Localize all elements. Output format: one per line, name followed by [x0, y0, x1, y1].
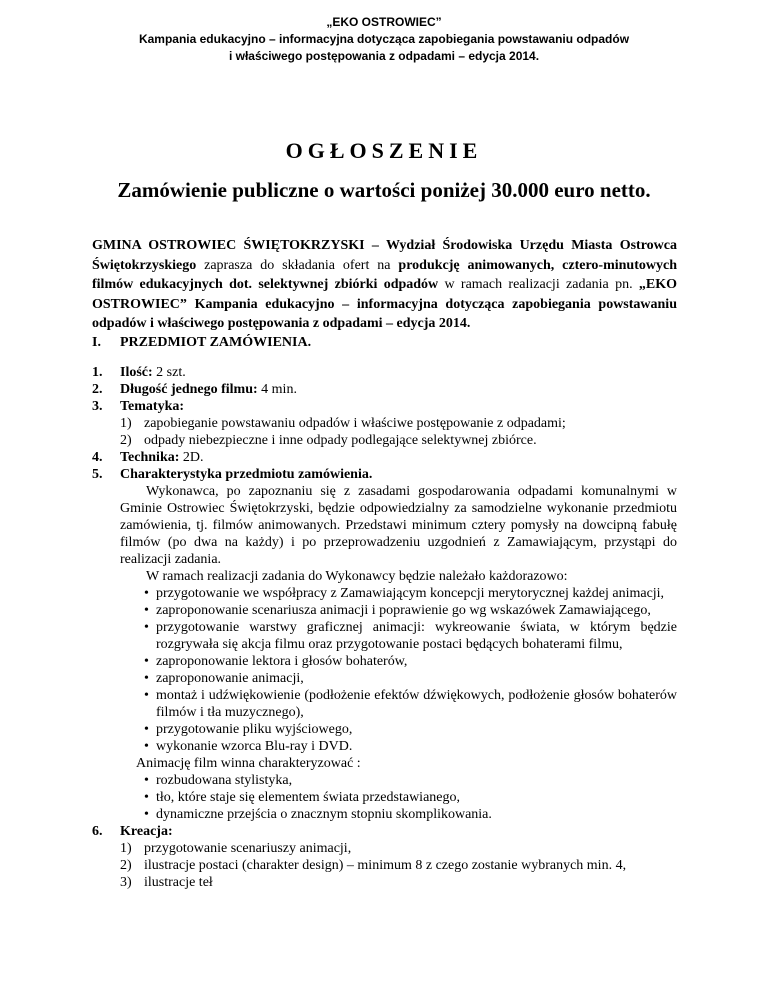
bullet-text: przygotowanie warstwy graficznej animacji: wykreowanie świata, w którym będzie rozgrywała się akcja filmu oraz przygotowanie postaci będących bohaterami filmu, [156, 620, 677, 652]
bullet-text: rozbudowana stylistyka, [156, 773, 293, 788]
animation-bullet-list [92, 772, 677, 823]
bullet-text: dynamiczne przejścia o znacznym stopniu skomplikowania. [156, 807, 492, 822]
sub-item-text: przygotowanie scenariuszy animacji, [144, 841, 352, 856]
bullet-item [92, 585, 677, 602]
bullet-text: montaż i udźwiękowienie (podłożenie efektów dźwiękowych, podłożenie głosów bohaterów filmów i tła muzycznego), [156, 688, 677, 720]
item-value: 2 szt. [152, 365, 186, 380]
item-label: Charakterystyka przedmiotu zamówienia. [120, 467, 373, 482]
intro-paragraph [92, 236, 677, 334]
item-label: Tematyka: [120, 399, 185, 414]
characteristics-paragraph: Wykonawca, po zapoznaniu się z zasadami gospodarowania odpadami komunalnymi w Gminie Ostrowiec Świętokrzyski, będzie odpowiedzialny za samodzielne wykonanie przedmiotu zamówienia, tj. filmów animowanych. Przedstawi minimum cztery pomysły na dowcipną fabułę filmów (po dwa na każdy) i po przeprowadzeniu uzgodnień z Zamawiającym, przystąpi do realizacji zadania. [120, 484, 677, 567]
bullet-icon: • [144, 586, 149, 601]
item-number: 3. [92, 399, 103, 414]
bullet-item [92, 687, 677, 721]
bullet-text: zaproponowanie scenariusza animacji i poprawienie go wg wskazówek Zamawiającego, [156, 603, 651, 618]
sub-item-text: ilustracje teł [144, 875, 213, 890]
tasks-intro: W ramach realizacji zadania do Wykonawcy będzie należało każdorazowo: [146, 569, 568, 584]
intro-text-2: w ramach realizacji zadania pn. [438, 277, 639, 292]
list-item [92, 466, 677, 483]
bullet-text: przygotowanie pliku wyjściowego, [156, 722, 353, 737]
header-campaign-edition: i właściwego postępowania z odpadami – edycja 2014. [228, 49, 540, 63]
tasks-bullet-list [92, 585, 677, 755]
item-label: Ilość: [120, 365, 153, 380]
sub-item [120, 840, 677, 857]
bullet-item [92, 789, 677, 806]
bullet-icon: • [144, 620, 149, 635]
sub-item [120, 432, 677, 449]
item-label: Długość jednego filmu: [120, 382, 258, 397]
sub-item-text: ilustracje postaci (charakter design) – minimum 8 z czego zostanie wybranych min. 4, [144, 858, 627, 873]
item-value: 4 min. [257, 382, 297, 397]
bullet-item [92, 602, 677, 619]
bullet-icon: • [144, 807, 149, 822]
bullet-item [92, 772, 677, 789]
bullet-item [92, 721, 677, 738]
intro-campaign: „EKO OSTROWIEC” Kampania edukacyjno – informacyjna dotycząca zapobiegania powstawaniu odpadów i właściwego postępowania z odpadami – edycja 2014. [92, 277, 678, 331]
list-item [92, 398, 677, 415]
sub-item [120, 415, 677, 432]
bullet-item [92, 738, 677, 755]
bullet-text: wykonanie wzorca Blu-ray i DVD. [156, 739, 353, 754]
item-number: 4. [92, 450, 103, 465]
bullet-icon: • [144, 739, 149, 754]
list-item [92, 381, 677, 398]
item-number: 2. [92, 382, 103, 397]
bullet-icon: • [144, 790, 149, 805]
intro-subject: produkcję animowanych, cztero-minutowych filmów edukacyjnych dot. selektywnej zbiórki odpadów [92, 257, 677, 292]
section-title: PRZEDMIOT ZAMÓWIENIA. [120, 335, 312, 350]
sub-item-text: odpady niebezpieczne i inne odpady podlegające selektywnej zbiórce. [144, 433, 537, 448]
sub-item-number: 2) [120, 433, 132, 448]
bullet-icon: • [144, 603, 149, 618]
sub-item-number: 2) [120, 858, 132, 873]
intro-organizer: GMINA OSTROWIEC ŚWIĘTOKRZYSKI – Wydział Środowiska Urzędu Miasta Ostrowca Świętokrzyskiego [92, 238, 677, 273]
bullet-icon: • [144, 671, 149, 686]
animation-requirements-intro: Animację film winna charakteryzować : [136, 756, 361, 771]
bullet-item [92, 653, 677, 670]
page-title: OGŁOSZENIE [285, 138, 483, 163]
sub-item-number: 1) [120, 416, 132, 431]
bullet-icon: • [144, 773, 149, 788]
sub-item [120, 857, 677, 874]
sub-item [120, 874, 677, 891]
list-item [92, 823, 677, 840]
item-label: Technika: [120, 450, 180, 465]
list-item [92, 449, 677, 466]
bullet-icon: • [144, 722, 149, 737]
page-subtitle: Zamówienie publiczne o wartości poniżej 30.000 euro netto. [117, 178, 651, 202]
bullet-text: zaproponowanie animacji, [156, 671, 304, 686]
bullet-item [92, 806, 677, 823]
bullet-text: tło, które staje się elementem świata przedstawianego, [156, 790, 461, 805]
sub-item-text: zapobieganie powstawaniu odpadów i właściwe postępowanie z odpadami; [144, 416, 566, 431]
bullet-icon: • [144, 688, 149, 703]
list-item [92, 364, 677, 381]
header-campaign-line: Kampania edukacyjno – informacyjna dotycząca zapobiegania powstawaniu odpadów [138, 32, 630, 46]
section-number: I. [92, 335, 101, 350]
item-value: 2D. [179, 450, 204, 465]
bullet-text: przygotowanie we współpracy z Zamawiającym koncepcji merytorycznej każdej animacji, [156, 586, 665, 601]
requirements-list [92, 364, 677, 891]
intro-text-1: zaprasza do składania ofert na [196, 257, 399, 273]
item-number: 6. [92, 824, 103, 839]
bullet-icon: • [144, 654, 149, 669]
bullet-item [92, 619, 677, 653]
bullet-text: zaproponowanie lektora i głosów bohaterów, [156, 654, 408, 669]
section-heading [92, 335, 311, 351]
item-number: 5. [92, 467, 103, 482]
sub-item-number: 1) [120, 841, 132, 856]
sub-item-number: 3) [120, 875, 132, 890]
bullet-item [92, 670, 677, 687]
header-campaign-name: „EKO OSTROWIEC” [326, 15, 442, 29]
item-label: Kreacja: [120, 824, 173, 839]
item-number: 1. [92, 365, 103, 380]
